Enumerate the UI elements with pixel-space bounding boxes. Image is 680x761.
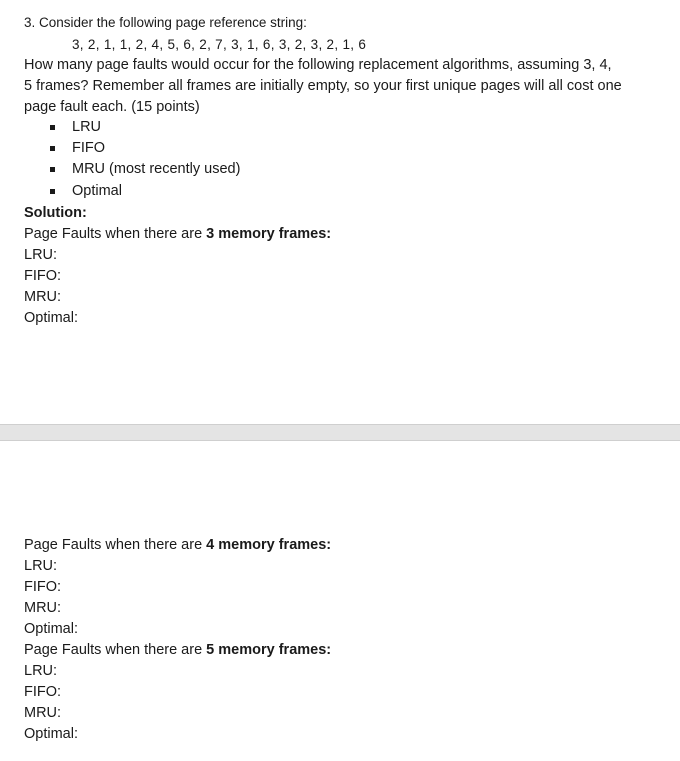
answer-label-mru: MRU:: [24, 289, 62, 305]
question-text: [24, 55, 654, 118]
answer-label-optimal: Optimal:: [24, 310, 78, 326]
answer-label-lru: LRU:: [24, 663, 58, 679]
answer-label-fifo: FIFO:: [24, 579, 62, 595]
section-prefix: Page Faults when there are: [24, 537, 207, 553]
answer-label-fifo: FIFO:: [24, 684, 62, 700]
section-prefix: Page Faults when there are: [24, 226, 207, 242]
list-item: [44, 181, 240, 202]
algorithm-list: [44, 117, 240, 202]
bullet-square-icon: [50, 125, 55, 130]
algorithm-label: Optimal: [72, 182, 122, 199]
answer-label-mru: MRU:: [24, 705, 62, 721]
frame-count: 4: [206, 537, 215, 553]
section-suffix: memory frames:: [214, 642, 332, 658]
section-heading-4-frames: [24, 535, 331, 556]
list-item: [44, 138, 240, 159]
question-line-2: 5 frames? Remember all frames are initially empty, so your first unique pages will all cost one: [24, 78, 622, 94]
frame-count: 3: [206, 226, 215, 242]
section-prefix: Page Faults when there are: [24, 642, 207, 658]
question-line-3: page fault each. (15 points): [24, 99, 200, 115]
bullet-square-icon: [50, 167, 55, 172]
section-heading-3-frames: [24, 224, 331, 245]
solution-heading: Solution:: [24, 205, 87, 221]
section-suffix: memory frames:: [214, 537, 332, 553]
bullet-square-icon: [50, 189, 55, 194]
section-suffix: memory frames:: [214, 226, 332, 242]
section-heading-5-frames: [24, 640, 331, 661]
reference-string: 3, 2, 1, 1, 2, 4, 5, 6, 2, 7, 3, 1, 6, 3, 2, 3, 2, 1, 6: [72, 37, 367, 52]
answer-label-optimal: Optimal:: [24, 726, 78, 742]
list-item: [44, 159, 240, 180]
algorithm-label: MRU (most recently used): [72, 161, 241, 178]
list-item: [44, 117, 240, 138]
answer-label-lru: LRU:: [24, 247, 58, 263]
question-title: 3. Consider the following page reference string:: [24, 15, 307, 30]
answer-label-fifo: FIFO:: [24, 268, 62, 284]
question-line-1: How many page faults would occur for the following replacement algorithms, assuming 3, 4,: [24, 57, 612, 73]
answer-label-mru: MRU:: [24, 600, 62, 616]
algorithm-label: LRU: [72, 119, 102, 135]
page-break-divider: [0, 424, 680, 441]
answer-label-lru: LRU:: [24, 558, 58, 574]
algorithm-label: FIFO: [72, 140, 106, 157]
frame-count: 5: [206, 642, 215, 658]
answer-label-optimal: Optimal:: [24, 621, 78, 637]
bullet-square-icon: [50, 146, 55, 151]
